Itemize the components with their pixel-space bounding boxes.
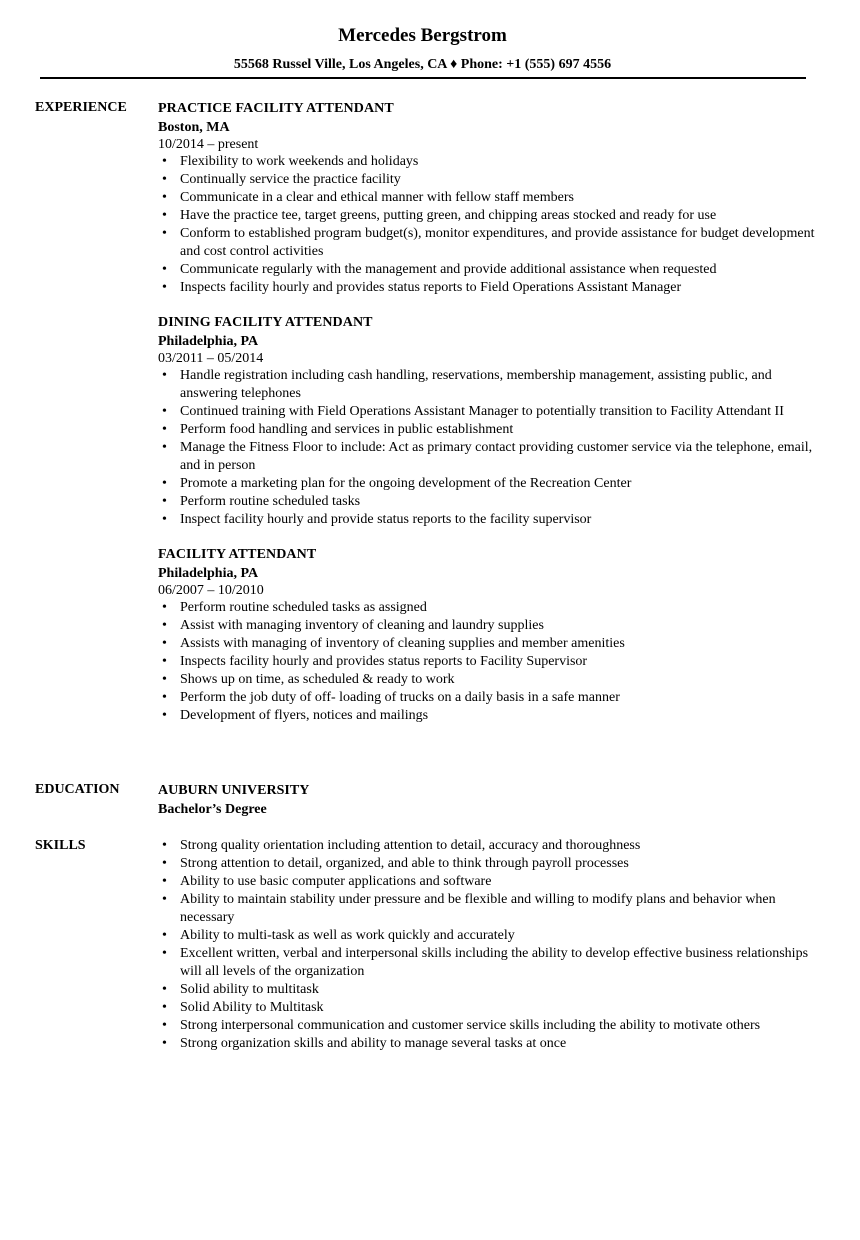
job-dates: 03/2011 – 05/2014 [158, 351, 264, 366]
contact-line: 55568 Russel Ville, Los Angeles, CA ♦ Phone: +1 (555) 697 4556 [233, 57, 612, 72]
job-bullets [158, 599, 815, 725]
education-section [35, 781, 815, 819]
list-item: • Ability to maintain stability under pressure and be flexible and willing to modify plans and behavior when necessary [180, 891, 815, 927]
list-item: • Flexibility to work weekends and holidays [180, 153, 815, 171]
education-label: EDUCATION [35, 782, 120, 797]
list-item: • Development of flyers, notices and mailings [180, 707, 815, 725]
experience-label: EXPERIENCE [35, 100, 127, 115]
list-item: • Have the practice tee, target greens, putting green, and chipping areas stocked and ready for use [180, 207, 815, 225]
list-item: • Strong organization skills and ability to manage several tasks at once [180, 1035, 815, 1053]
list-item: • Ability to use basic computer applications and software [180, 873, 815, 891]
list-item: • Solid ability to multitask [180, 981, 815, 999]
list-item: • Perform routine scheduled tasks [180, 493, 815, 511]
job-location: Philadelphia, PA [158, 566, 259, 581]
list-item: • Manage the Fitness Floor to include: Act as primary contact providing customer service via the telephone, email, and in person [180, 439, 815, 475]
list-item: • Solid Ability to Multitask [180, 999, 815, 1017]
job-dates: 10/2014 – present [158, 137, 259, 152]
list-item: • Perform food handling and services in public establishment [180, 421, 815, 439]
skills-label: SKILLS [35, 838, 86, 853]
job-entry [158, 313, 815, 529]
candidate-name: Mercedes Bergstrom [338, 25, 507, 46]
job-entry [158, 99, 815, 297]
list-item: • Perform the job duty of off- loading of trucks on a daily basis in a safe manner [180, 689, 815, 707]
list-item: • Assists with managing of inventory of cleaning supplies and member amenities [180, 635, 815, 653]
job-location: Boston, MA [158, 120, 230, 135]
list-item: • Continued training with Field Operations Assistant Manager to potentially transition to Facility Attendant II [180, 403, 815, 421]
list-item: • Communicate regularly with the management and provide additional assistance when requested [180, 261, 815, 279]
skills-section [35, 837, 815, 1053]
job-location: Philadelphia, PA [158, 334, 259, 349]
list-item: • Inspects facility hourly and provides status reports to Facility Supervisor [180, 653, 815, 671]
job-title: FACILITY ATTENDANT [158, 547, 317, 562]
list-item: • Continually service the practice facility [180, 171, 815, 189]
list-item: • Inspect facility hourly and provide status reports to the facility supervisor [180, 511, 815, 529]
degree: Bachelor’s Degree [158, 802, 267, 817]
list-item: • Strong interpersonal communication and customer service skills including the ability to motivate others [180, 1017, 815, 1035]
job-title: DINING FACILITY ATTENDANT [158, 315, 373, 330]
job-title: PRACTICE FACILITY ATTENDANT [158, 101, 394, 116]
list-item: • Promote a marketing plan for the ongoing development of the Recreation Center [180, 475, 815, 493]
job-bullets [158, 367, 815, 529]
list-item: • Communicate in a clear and ethical manner with fellow staff members [180, 189, 815, 207]
list-item: • Ability to multi-task as well as work quickly and accurately [180, 927, 815, 945]
list-item: • Conform to established program budget(s), monitor expenditures, and provide assistance for budget development and cost control activities [180, 225, 815, 261]
job-entry [158, 545, 815, 725]
job-dates: 06/2007 – 10/2010 [158, 583, 264, 598]
list-item: • Handle registration including cash handling, reservations, membership management, assisting public, and answering telephones [180, 367, 815, 403]
list-item: • Strong attention to detail, organized, and able to think through payroll processes [180, 855, 815, 873]
school-name: AUBURN UNIVERSITY [158, 783, 310, 798]
list-item: • Strong quality orientation including attention to detail, accuracy and thoroughness [180, 837, 815, 855]
list-item: • Inspects facility hourly and provides status reports to Field Operations Assistant Manager [180, 279, 815, 297]
experience-section [35, 99, 815, 741]
job-bullets [158, 153, 815, 297]
list-item: • Perform routine scheduled tasks as assigned [180, 599, 815, 617]
list-item: • Excellent written, verbal and interpersonal skills including the ability to develop effective business relationships will all levels of the organization [180, 945, 815, 981]
list-item: • Assist with managing inventory of cleaning and laundry supplies [180, 617, 815, 635]
header-divider [40, 77, 806, 79]
skills-list [158, 837, 815, 1053]
resume-header [0, 24, 845, 74]
list-item: • Shows up on time, as scheduled & ready to work [180, 671, 815, 689]
